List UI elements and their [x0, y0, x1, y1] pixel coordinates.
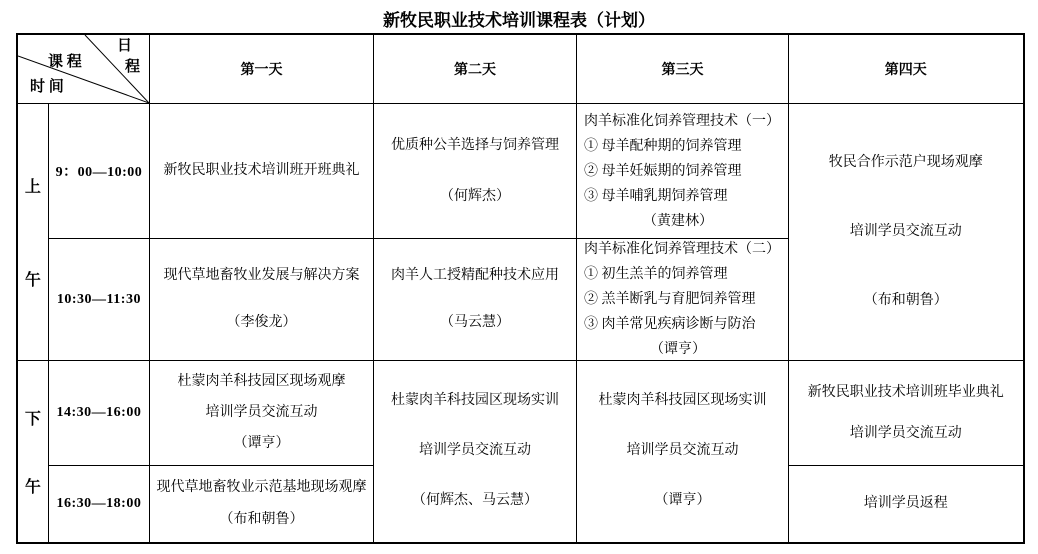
- course-line: 培训学员交流互动: [419, 443, 531, 459]
- schedule-table: [16, 33, 1025, 544]
- time-cell-2: 10:30—11:30: [48, 239, 149, 361]
- course-cell-r12-day4: [789, 104, 1024, 361]
- course-cell-r3-day1: [150, 361, 374, 466]
- instructor-line: （谭亨）: [233, 435, 290, 451]
- course-line: 培训学员交流互动: [849, 425, 962, 441]
- period-char: 午: [24, 271, 41, 289]
- day-header-2: 第二天: [374, 34, 577, 104]
- corner-label-schedule: [117, 36, 139, 78]
- course-cell-r2-day3: [577, 239, 789, 361]
- period-char: 上: [24, 179, 41, 197]
- course-line: 杜蒙肉羊科技园区现场实训: [391, 393, 559, 409]
- time-cell-3: 14:30—16:00: [48, 361, 149, 466]
- instructor-line: （谭亨）: [654, 493, 711, 509]
- course-line: 培训学员交流互动: [626, 443, 739, 459]
- course-cell-r4-day1: [150, 466, 374, 543]
- instructor-line: （何辉杰、马云慧）: [412, 493, 538, 509]
- period-char: 午: [24, 478, 41, 496]
- time-cell-4: 16:30—18:00: [48, 466, 149, 543]
- day-header-3: 第三天: [577, 34, 789, 104]
- day-header-4: 第四天: [789, 34, 1024, 104]
- course-cell-r1-day2: [374, 104, 577, 239]
- period-char: 下: [24, 410, 41, 428]
- course-line: 肉羊标准化饲养管理技术（二）: [584, 242, 780, 257]
- course-line: 新牧民职业技术培训班开班典礼: [163, 163, 360, 178]
- course-cell-r34-day2: [374, 361, 577, 543]
- course-line: 肉羊标准化饲养管理技术（一）: [584, 113, 780, 129]
- course-line: 培训学员交流互动: [205, 405, 318, 420]
- course-list-item: ③ 母羊哺乳期饲养管理: [584, 188, 728, 204]
- header-row: [17, 34, 1024, 104]
- course-line: 培训学员返程: [863, 495, 948, 511]
- course-list-item: ① 初生羔羊的饲养管理: [584, 267, 728, 282]
- course-cell-r1-day3: [577, 104, 789, 239]
- corner-schedule-char: 日: [117, 38, 133, 54]
- table-row: [17, 104, 1024, 239]
- period-cell-afternoon: [17, 361, 48, 543]
- day-header-1: 第一天: [150, 34, 374, 104]
- course-cell-r2-day1: [150, 239, 374, 361]
- course-list-item: ③ 肉羊常见疾病诊断与防治: [584, 317, 756, 332]
- course-line: 肉羊人工授精配种技术应用: [391, 268, 559, 284]
- instructor-line: （马云慧）: [440, 314, 510, 330]
- corner-header-cell: [17, 34, 150, 104]
- course-cell-r34-day3: [577, 361, 789, 543]
- instructor-line: （黄建林）: [643, 213, 713, 229]
- course-cell-r1-day1: [150, 104, 374, 239]
- page-title: 新牧民职业技术培训课程表（计划）: [383, 11, 655, 30]
- course-cell-r3-day4: [789, 361, 1024, 466]
- course-line: 杜蒙肉羊科技园区现场实训: [598, 393, 767, 409]
- course-list-item: ② 羔羊断乳与育肥饲养管理: [584, 292, 756, 307]
- table-row: [17, 361, 1024, 466]
- course-line: 培训学员交流互动: [849, 224, 962, 239]
- course-line: 牧民合作示范户现场观摩: [828, 155, 983, 171]
- corner-label-course: 课 程: [48, 54, 82, 70]
- course-line: 现代草地畜牧业发展与解决方案: [163, 268, 360, 284]
- instructor-line: （谭亨）: [650, 342, 706, 357]
- course-list-item: ① 母羊配种期的饲养管理: [584, 138, 742, 154]
- course-line: 杜蒙肉羊科技园区现场观摩: [177, 374, 346, 390]
- course-list-item: ② 母羊妊娠期的饲养管理: [584, 163, 742, 179]
- course-cell-r4-day4: [789, 466, 1024, 543]
- instructor-line: （布和朝鲁）: [863, 292, 948, 308]
- corner-box: [18, 35, 149, 103]
- period-cell-morning: [17, 104, 48, 361]
- course-line: 新牧民职业技术培训班毕业典礼: [807, 384, 1004, 400]
- corner-schedule-char: 程: [125, 59, 141, 75]
- corner-label-time: 时 间: [30, 79, 64, 95]
- course-cell-r2-day2: [374, 239, 577, 361]
- instructor-line: （何辉杰）: [440, 188, 510, 204]
- instructor-line: （布和朝鲁）: [219, 511, 304, 527]
- time-cell-1: 9：00—10:00: [48, 104, 149, 239]
- instructor-line: （李俊龙）: [226, 314, 297, 330]
- course-line: 现代草地畜牧业示范基地现场观摩: [156, 479, 367, 495]
- course-line: 优质种公羊选择与饲养管理: [391, 137, 559, 153]
